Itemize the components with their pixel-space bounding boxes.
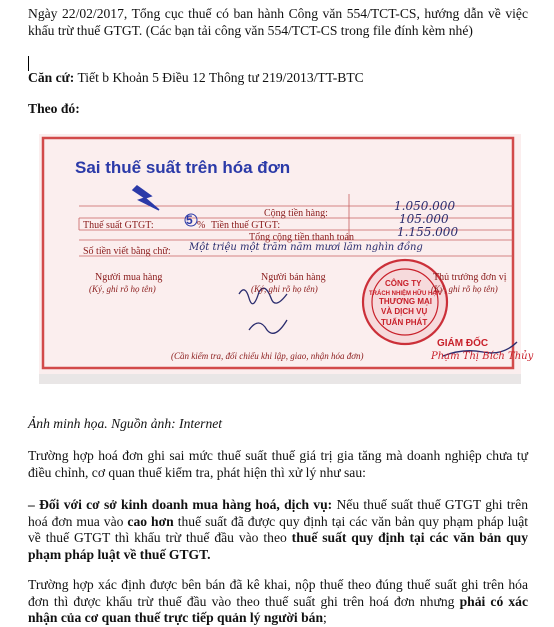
invoice-words-value: Một triệu một trăm năm mươi lăm nghìn đồng <box>189 242 423 253</box>
invoice-goods-label: Cộng tiền hàng: <box>264 208 328 219</box>
invoice-seller-label: Người bán hàng <box>261 272 326 283</box>
paragraph-3 <box>28 497 528 563</box>
intro-paragraph <box>28 6 528 39</box>
p3-bold-2: cao hơn <box>127 513 174 529</box>
invoice-tax-value: 105.000 <box>399 212 449 226</box>
accordingly-heading: Theo đó: <box>28 101 80 116</box>
image-caption: Ảnh minh họa. Nguồn ảnh: Internet <box>28 416 223 431</box>
stamp-line-3: THƯƠNG MẠI <box>379 297 433 306</box>
director-title: GIÁM ĐỐC <box>437 338 489 349</box>
invoice-seller-sub: (Ký, ghi rõ họ tên) <box>251 284 318 294</box>
p4-bold: phải có xác nhận của cơ quan thuế trực tiếp quản lý người bán <box>28 593 528 625</box>
director-name: Phạm Thị Bích Thủy <box>431 351 534 362</box>
p3-text-2: thuế suất đã được quy định tại các văn bản quy phạm pháp luật về thuế GTGT thì khấu trừ thuế đầu vào theo <box>28 513 529 545</box>
invoice-tax-label: Tiền thuế GTGT: <box>211 220 281 231</box>
intro-text: Ngày 22/02/2017, Tổng cục thuế có ban hành Công văn 554/TCT-CS, hướng dẫn về việc khấu trừ thuế GTGT. (Các bạn tải công văn 554/TCT-CS trong file đính kèm nhé) <box>28 6 528 38</box>
paragraph-2: Trường hợp hoá đơn ghi sai mức thuế suất thuế giá trị gia tăng mà doanh nghiệp chưa tự điều chỉnh, cơ quan thuế kiểm tra, phát hiện thì xử lý như sau: <box>28 448 528 480</box>
p3-bold-1: – Đối với cơ sở kinh doanh mua hàng hoá, dịch vụ: <box>28 497 333 512</box>
invoice-words-label: Số tiền viết bằng chữ: <box>83 246 171 257</box>
invoice-heading: Sai thuế suất trên hóa đơn <box>75 158 291 177</box>
p4-text-2: ; <box>323 610 327 625</box>
p3-bold-3: thuế suất quy định tại các văn bản quy phạm pháp luật về thuế GTGT. <box>28 530 528 562</box>
stamp-line-2: TRÁCH NHIỆM HỮU HẠN <box>369 291 441 297</box>
basis-label: Căn cứ: <box>28 70 75 85</box>
invoice-buyer-label: Người mua hàng <box>95 272 163 283</box>
stamp-line-4: VÀ DỊCH VỤ <box>381 307 428 316</box>
invoice-goods-value: 1.050.000 <box>394 199 456 213</box>
basis-paragraph <box>28 70 528 87</box>
invoice-image <box>39 134 534 384</box>
invoice-rate-label: Thuế suất GTGT: <box>83 220 154 231</box>
invoice-rate-value: 5 <box>186 213 193 227</box>
stamp-line-5: TUẤN PHÁT <box>381 318 428 327</box>
basis-text: Tiết b Khoản 5 Điều 12 Thông tư 219/2013/TT-BTC <box>74 70 364 85</box>
stamp-line-1: CÔNG TY <box>385 279 422 288</box>
invoice-footer-note: (Cần kiểm tra, đối chiếu khi lập, giao, nhận hóa đơn) <box>171 351 364 361</box>
paragraph-4 <box>28 577 528 627</box>
invoice-total-label: Tổng cộng tiền thanh toán <box>249 232 354 243</box>
invoice-buyer-sub: (Ký, ghi rõ họ tên) <box>89 284 156 294</box>
invoice-rate-unit: % <box>197 220 206 231</box>
p3-text-1: Nếu thuế suất thuế GTGT ghi trên hoá đơn mua vào <box>28 497 528 529</box>
text-cursor <box>28 56 29 71</box>
p4-text-1: Trường hợp xác định được bên bán đã kê khai, nộp thuế theo đúng thuế suất ghi trên hóa đơn thì được khấu trừ thuế đầu vào theo thuế suất ghi trên hoá đơn nhưng <box>28 577 528 609</box>
invoice-total-value: 1.155.000 <box>397 225 459 239</box>
invoice-unit-head-sub: (Ký, ghi rõ họ tên) <box>431 284 498 294</box>
invoice-unit-head-label: Thủ trưởng đơn vị <box>433 272 507 283</box>
